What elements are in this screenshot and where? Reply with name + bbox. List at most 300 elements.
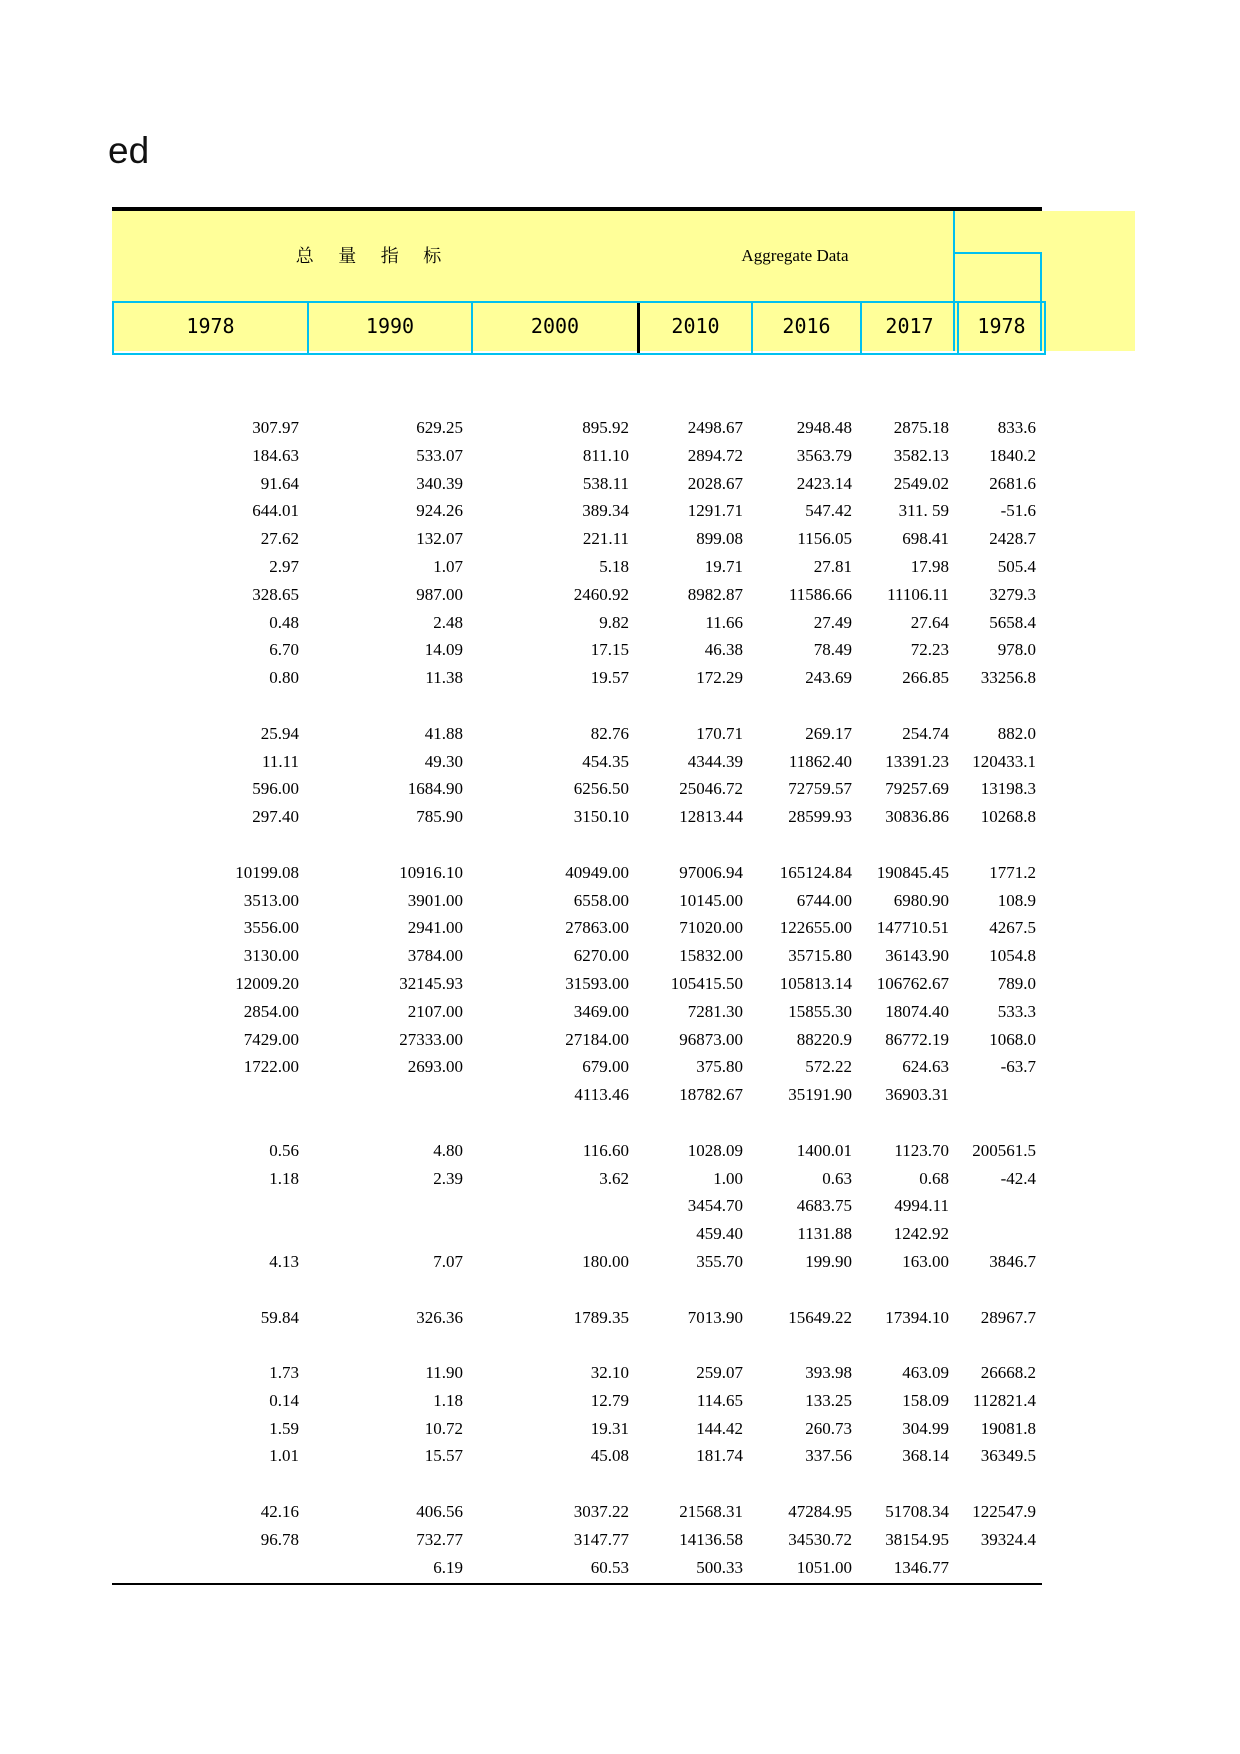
table-row	[112, 1304, 1042, 1332]
table-cell: 1.18	[433, 1390, 463, 1410]
header-group-en: Aggregate Data	[741, 246, 849, 265]
table-spacer-row	[112, 1109, 1042, 1137]
table-row	[112, 859, 1042, 887]
table-cell: 11.66	[705, 612, 743, 632]
table-cell: 355.70	[696, 1251, 743, 1271]
table-cell: 269.17	[805, 723, 852, 743]
table-cell: 1.18	[269, 1168, 299, 1188]
table-cell: 3563.79	[796, 445, 852, 465]
table-cell: 4683.75	[796, 1196, 852, 1216]
table-cell: 987.00	[416, 584, 463, 604]
table-cell: 158.09	[902, 1390, 949, 1410]
table-row	[112, 664, 1042, 692]
table-cell: 393.98	[805, 1363, 852, 1383]
table-cell: 114.65	[696, 1390, 743, 1410]
table-cell: 105813.14	[779, 973, 852, 993]
table-cell: 31593.00	[565, 973, 629, 993]
table-cell: 49.30	[424, 751, 463, 771]
table-cell: 200561.5	[972, 1140, 1036, 1160]
table-cell	[955, 1220, 1042, 1248]
column-header-1978: 1978	[186, 314, 235, 338]
table-row	[112, 1081, 1042, 1109]
table-cell: 10916.10	[399, 862, 463, 882]
table-cell: 789.0	[997, 973, 1036, 993]
table-cell	[955, 1554, 1042, 1582]
table-cell: 2460.92	[573, 584, 629, 604]
table-cell: 27863.00	[565, 918, 629, 938]
table-cell: 1722.00	[243, 1057, 299, 1077]
table-cell: 3469.00	[573, 1001, 629, 1021]
column-header-1990: 1990	[307, 303, 471, 353]
table-cell: 304.99	[902, 1418, 949, 1438]
table-cell: 2549.02	[893, 473, 949, 493]
table-cell: 2.39	[433, 1168, 463, 1188]
table-row	[112, 803, 1042, 831]
table-cell: 0.48	[269, 612, 299, 632]
table-cell: 11586.66	[788, 584, 852, 604]
table-cell: 0.80	[269, 668, 299, 688]
table-cell: 6980.90	[893, 890, 949, 910]
table-cell: 340.39	[416, 473, 463, 493]
table-cell: 2693.00	[407, 1057, 463, 1077]
table-cell	[112, 1192, 305, 1220]
table-cell: 596.00	[252, 779, 299, 799]
table-row	[112, 998, 1042, 1026]
table-spacer-row	[112, 1470, 1042, 1498]
table-cell: 27184.00	[565, 1029, 629, 1049]
table-cell: 184.63	[252, 445, 299, 465]
table-cell: 459.40	[696, 1224, 743, 1244]
table-cell: 6.19	[433, 1557, 463, 1577]
header-year-row	[112, 301, 1046, 355]
table-cell: 572.22	[805, 1057, 852, 1077]
table-cell: 2423.14	[796, 473, 852, 493]
table-cell: 190845.45	[876, 862, 949, 882]
table-cell: 297.40	[252, 807, 299, 827]
table-cell: 33256.8	[980, 668, 1036, 688]
table-cell: 2875.18	[893, 418, 949, 437]
table-cell: 36349.5	[980, 1446, 1036, 1466]
table-row	[112, 414, 1042, 442]
table-cell: 19.31	[590, 1418, 629, 1438]
table-cell: 11.90	[425, 1363, 463, 1383]
table-cell: 42.16	[260, 1502, 299, 1522]
column-header-2000: 2000	[471, 303, 637, 353]
table-cell: 4267.5	[989, 918, 1036, 938]
table-cell: 7281.30	[687, 1001, 743, 1021]
table-cell: 463.09	[902, 1363, 949, 1383]
table-cell: 2948.48	[796, 418, 852, 437]
table-cell: 337.56	[805, 1446, 852, 1466]
table-cell: 978.0	[997, 640, 1036, 660]
table-cell: 1.73	[269, 1363, 299, 1383]
table-cell: 259.07	[696, 1363, 743, 1383]
table-row	[112, 553, 1042, 581]
table-cell: 96.78	[260, 1529, 299, 1549]
table-row	[112, 914, 1042, 942]
table-cell: 12009.20	[235, 973, 299, 993]
table-cell: 7013.90	[687, 1307, 743, 1327]
table-cell: 6.70	[269, 640, 299, 660]
table-cell: 79257.69	[885, 779, 949, 799]
table-cell: 11106.11	[887, 584, 949, 604]
table-cell: 5.18	[599, 556, 629, 576]
table-cell: 6558.00	[573, 890, 629, 910]
table-cell: 9.82	[599, 612, 629, 632]
table-cell: 0.63	[822, 1168, 852, 1188]
table-cell: 3279.3	[989, 584, 1036, 604]
table-cell: 311. 59	[898, 501, 949, 521]
table-cell: 811.10	[582, 445, 629, 465]
table-cell: 34530.72	[788, 1529, 852, 1549]
column-header-1978b: 1978	[957, 303, 1044, 353]
table-cell: 12.79	[590, 1390, 629, 1410]
table-cell: 116.60	[582, 1140, 629, 1160]
table-cell: 0.56	[269, 1140, 299, 1160]
table-cell: 2498.67	[687, 418, 743, 437]
table-cell: 30836.86	[885, 807, 949, 827]
table-cell: 785.90	[416, 807, 463, 827]
table-cell	[955, 1081, 1042, 1109]
table-cell: 254.74	[902, 723, 949, 743]
table-cell: 10.72	[424, 1418, 463, 1438]
table-cell: 4344.39	[687, 751, 743, 771]
table-cell: 1.07	[433, 556, 463, 576]
table-cell: 1123.70	[894, 1140, 949, 1160]
table-cell: 14.09	[424, 640, 463, 660]
header-group-cn: 总 量 指 标	[295, 246, 452, 266]
table-row	[112, 525, 1042, 553]
table-cell: 2854.00	[243, 1001, 299, 1021]
table-cell: 4.80	[433, 1140, 463, 1160]
table-cell: 1400.01	[796, 1140, 852, 1160]
table-cell: 45.08	[590, 1446, 629, 1466]
table-cell: 4113.46	[574, 1085, 629, 1105]
table-cell: 170.71	[696, 723, 743, 743]
table-cell: 1028.09	[687, 1140, 743, 1160]
table-cell: 17394.10	[885, 1307, 949, 1327]
table-cell: 88220.9	[796, 1029, 852, 1049]
table-cell: 32.10	[590, 1363, 629, 1383]
table-cell: 15855.30	[788, 1001, 852, 1021]
table-cell: 3582.13	[893, 445, 949, 465]
table-cell: 547.42	[805, 501, 852, 521]
table-cell: 3901.00	[407, 890, 463, 910]
table-cell: 132.07	[416, 529, 463, 549]
table-cell: 36143.90	[885, 946, 949, 966]
table-cell: 120433.1	[972, 751, 1036, 771]
table-spacer-row	[112, 692, 1042, 720]
table-cell: 266.85	[902, 668, 949, 688]
table-cell: 47284.95	[788, 1502, 852, 1522]
table-cell: 7429.00	[243, 1029, 299, 1049]
table-cell: 18074.40	[885, 1001, 949, 1021]
table-cell: 3.62	[599, 1168, 629, 1188]
table-cell: 12813.44	[679, 807, 743, 827]
table-cell: 4994.11	[894, 1196, 949, 1216]
table-row	[112, 1554, 1042, 1582]
table-row	[112, 1387, 1042, 1415]
table-cell: 6256.50	[573, 779, 629, 799]
table-row	[112, 887, 1042, 915]
table-cell: 0.68	[919, 1168, 949, 1188]
table-cell: 18782.67	[679, 1085, 743, 1105]
table-cell: 2428.7	[989, 529, 1036, 549]
table-cell: 1051.00	[796, 1557, 852, 1577]
table-cell: 122547.9	[972, 1502, 1036, 1522]
table-cell: 15.57	[424, 1446, 463, 1466]
table-cell: 505.4	[997, 556, 1036, 576]
table-row	[112, 1165, 1042, 1193]
table-cell: 679.00	[582, 1057, 629, 1077]
table-row	[112, 775, 1042, 803]
table-cell: 28967.7	[980, 1307, 1036, 1327]
table-cell: 1291.71	[687, 501, 743, 521]
table-cell: -63.7	[1000, 1057, 1036, 1077]
table-row	[112, 470, 1042, 498]
table-cell	[469, 1192, 635, 1220]
table-cell: 368.14	[902, 1446, 949, 1466]
table-cell: 3556.00	[243, 918, 299, 938]
table-cell: 7.07	[433, 1251, 463, 1271]
table-row	[112, 442, 1042, 470]
table-cell: 2681.6	[989, 473, 1036, 493]
table-cell: 533.07	[416, 445, 463, 465]
table-cell: 2028.67	[687, 473, 743, 493]
table-cell: 924.26	[416, 501, 463, 521]
table-cell: 732.77	[416, 1529, 463, 1549]
table-cell: -42.4	[1000, 1168, 1036, 1188]
table-cell: 3513.00	[243, 890, 299, 910]
table-cell: 35715.80	[788, 946, 852, 966]
table-cell: 644.01	[252, 501, 299, 521]
table-row	[112, 497, 1042, 525]
table-cell: 3784.00	[407, 946, 463, 966]
header-right-split-line	[955, 252, 1042, 254]
table-cell	[305, 1192, 469, 1220]
table-cell: 15832.00	[679, 946, 743, 966]
table-cell: 82.76	[590, 723, 629, 743]
table-cell: 38154.95	[885, 1529, 949, 1549]
table-row	[112, 1137, 1042, 1165]
table-cell: 72.23	[910, 640, 949, 660]
table-cell: 122655.00	[779, 918, 852, 938]
table-cell: 1771.2	[989, 862, 1036, 882]
table-row	[112, 1359, 1042, 1387]
table-cell: 32145.93	[399, 973, 463, 993]
table-cell: 3037.22	[573, 1502, 629, 1522]
table-cell: 27333.00	[399, 1029, 463, 1049]
table-cell: 72759.57	[788, 779, 852, 799]
table-row	[112, 1442, 1042, 1470]
table-cell: 1684.90	[407, 779, 463, 799]
table-cell: 97006.94	[679, 862, 743, 882]
table-cell: 144.42	[696, 1418, 743, 1438]
table-cell: 1242.92	[893, 1224, 949, 1244]
table-cell: 375.80	[696, 1057, 743, 1077]
table-cell: 17.15	[590, 640, 629, 660]
table-cell: 1156.05	[797, 529, 852, 549]
table-cell: 533.3	[997, 1001, 1036, 1021]
table-cell: 3150.10	[573, 807, 629, 827]
table-cell: 11.11	[262, 751, 299, 771]
table-cell: 21568.31	[679, 1502, 743, 1522]
column-header-2017: 2017	[860, 303, 957, 353]
table-cell: 36903.31	[885, 1085, 949, 1105]
table-cell: 1.01	[269, 1446, 299, 1466]
table-cell: 27.81	[813, 556, 852, 576]
table-spacer-row	[112, 831, 1042, 859]
table-cell: 6270.00	[573, 946, 629, 966]
table-cell: 624.63	[902, 1057, 949, 1077]
table-cell: 326.36	[416, 1307, 463, 1327]
table-cell: 454.35	[582, 751, 629, 771]
table-cell: 3846.7	[989, 1251, 1036, 1271]
table-cell: 1.59	[269, 1418, 299, 1438]
table-cell: 10268.8	[980, 807, 1036, 827]
table-cell: 17.98	[910, 556, 949, 576]
table-cell: 895.92	[582, 418, 629, 437]
table-cell: 3130.00	[243, 946, 299, 966]
table-cell: 3454.70	[687, 1196, 743, 1216]
table-cell: 1840.2	[989, 445, 1036, 465]
table-cell: -51.6	[1000, 501, 1036, 521]
table-cell: 2941.00	[407, 918, 463, 938]
table-cell: 86772.19	[885, 1029, 949, 1049]
table-cell	[305, 1081, 469, 1109]
table-cell: 2107.00	[407, 1001, 463, 1021]
table-row	[112, 748, 1042, 776]
table-cell: 833.6	[997, 418, 1036, 437]
page-title-fragment: ed	[108, 130, 150, 171]
table-cell: 1.00	[713, 1168, 743, 1188]
table-cell: 78.49	[813, 640, 852, 660]
table-cell: 163.00	[902, 1251, 949, 1271]
table-row	[112, 1026, 1042, 1054]
table-cell: 3147.77	[573, 1529, 629, 1549]
table-cell: 165124.84	[779, 862, 852, 882]
table-cell: 389.34	[582, 501, 629, 521]
table-cell: 500.33	[696, 1557, 743, 1577]
table-row	[112, 1498, 1042, 1526]
table-cell: 25.94	[260, 723, 299, 743]
table-cell: 105415.50	[670, 973, 743, 993]
table-row	[112, 1415, 1042, 1443]
table-cell: 112821.4	[972, 1390, 1036, 1410]
table-cell: 11.38	[425, 668, 463, 688]
table-cell: 260.73	[805, 1418, 852, 1438]
table-row	[112, 581, 1042, 609]
table-cell: 15649.22	[788, 1307, 852, 1327]
table-cell: 147710.51	[876, 918, 949, 938]
table-cell: 19.71	[704, 556, 743, 576]
table-cell: 2894.72	[687, 445, 743, 465]
table-cell	[955, 1192, 1042, 1220]
table-row	[112, 609, 1042, 637]
table-cell: 328.65	[252, 584, 299, 604]
table-cell: 10199.08	[235, 862, 299, 882]
table-cell: 2.48	[433, 612, 463, 632]
table-cell: 46.38	[704, 640, 743, 660]
table-cell: 1131.88	[797, 1224, 852, 1244]
table-cell	[112, 1554, 305, 1582]
table-row	[112, 720, 1042, 748]
table-cell: 307.97	[252, 418, 299, 437]
table-row	[112, 1220, 1042, 1248]
table-cell: 27.49	[813, 612, 852, 632]
table-cell	[112, 1220, 305, 1248]
column-header-2016: 2016	[751, 303, 860, 353]
table-cell: 180.00	[582, 1251, 629, 1271]
table-cell: 882.0	[997, 723, 1036, 743]
table-cell: 698.41	[902, 529, 949, 549]
table-row	[112, 636, 1042, 664]
table-cell	[469, 1220, 635, 1248]
table-cell: 11862.40	[788, 751, 852, 771]
table-cell: 59.84	[260, 1307, 299, 1327]
table-cell: 26668.2	[980, 1363, 1036, 1383]
table-header	[112, 211, 1135, 351]
table-spacer-row	[112, 1276, 1042, 1304]
table-cell: 1068.0	[989, 1029, 1036, 1049]
table-cell: 181.74	[696, 1446, 743, 1466]
table-row	[112, 1053, 1042, 1081]
table-cell: 243.69	[805, 668, 852, 688]
table-cell: 2.97	[269, 556, 299, 576]
table-cell: 538.11	[582, 473, 629, 493]
table-cell: 39324.4	[980, 1529, 1036, 1549]
table-bottom-border	[112, 1583, 1042, 1585]
table-cell: 27.62	[260, 529, 299, 549]
table-cell: 629.25	[416, 418, 463, 437]
table-cell: 1054.8	[989, 946, 1036, 966]
table-row	[112, 942, 1042, 970]
table-cell: 106762.67	[876, 973, 949, 993]
table-cell	[112, 1081, 305, 1109]
table-row	[112, 1526, 1042, 1554]
table-cell: 27.64	[910, 612, 949, 632]
table-cell: 13391.23	[885, 751, 949, 771]
table-cell: 6744.00	[796, 890, 852, 910]
table-cell: 199.90	[805, 1251, 852, 1271]
table-cell: 19.57	[590, 668, 629, 688]
table-cell: 25046.72	[679, 779, 743, 799]
column-header-2010: 2010	[637, 303, 751, 353]
table-cell: 5658.4	[989, 612, 1036, 632]
table-cell: 41.88	[424, 723, 463, 743]
table-cell	[305, 1220, 469, 1248]
table-cell: 133.25	[805, 1390, 852, 1410]
table-cell: 13198.3	[980, 779, 1036, 799]
table-cell: 10145.00	[679, 890, 743, 910]
table-cell: 28599.93	[788, 807, 852, 827]
table-cell: 4.13	[269, 1251, 299, 1271]
table-cell: 51708.34	[885, 1502, 949, 1522]
table-body	[112, 414, 1042, 1581]
table-cell: 0.14	[269, 1390, 299, 1410]
table-cell: 221.11	[582, 529, 629, 549]
table-cell: 406.56	[416, 1502, 463, 1522]
table-cell: 96873.00	[679, 1029, 743, 1049]
table-cell: 8982.87	[687, 584, 743, 604]
table-cell: 71020.00	[679, 918, 743, 938]
table-row	[112, 1192, 1042, 1220]
table-cell: 108.9	[997, 890, 1036, 910]
table-cell: 14136.58	[679, 1529, 743, 1549]
table-cell: 172.29	[696, 668, 743, 688]
table-row	[112, 1248, 1042, 1276]
table-cell: 1346.77	[893, 1557, 949, 1577]
